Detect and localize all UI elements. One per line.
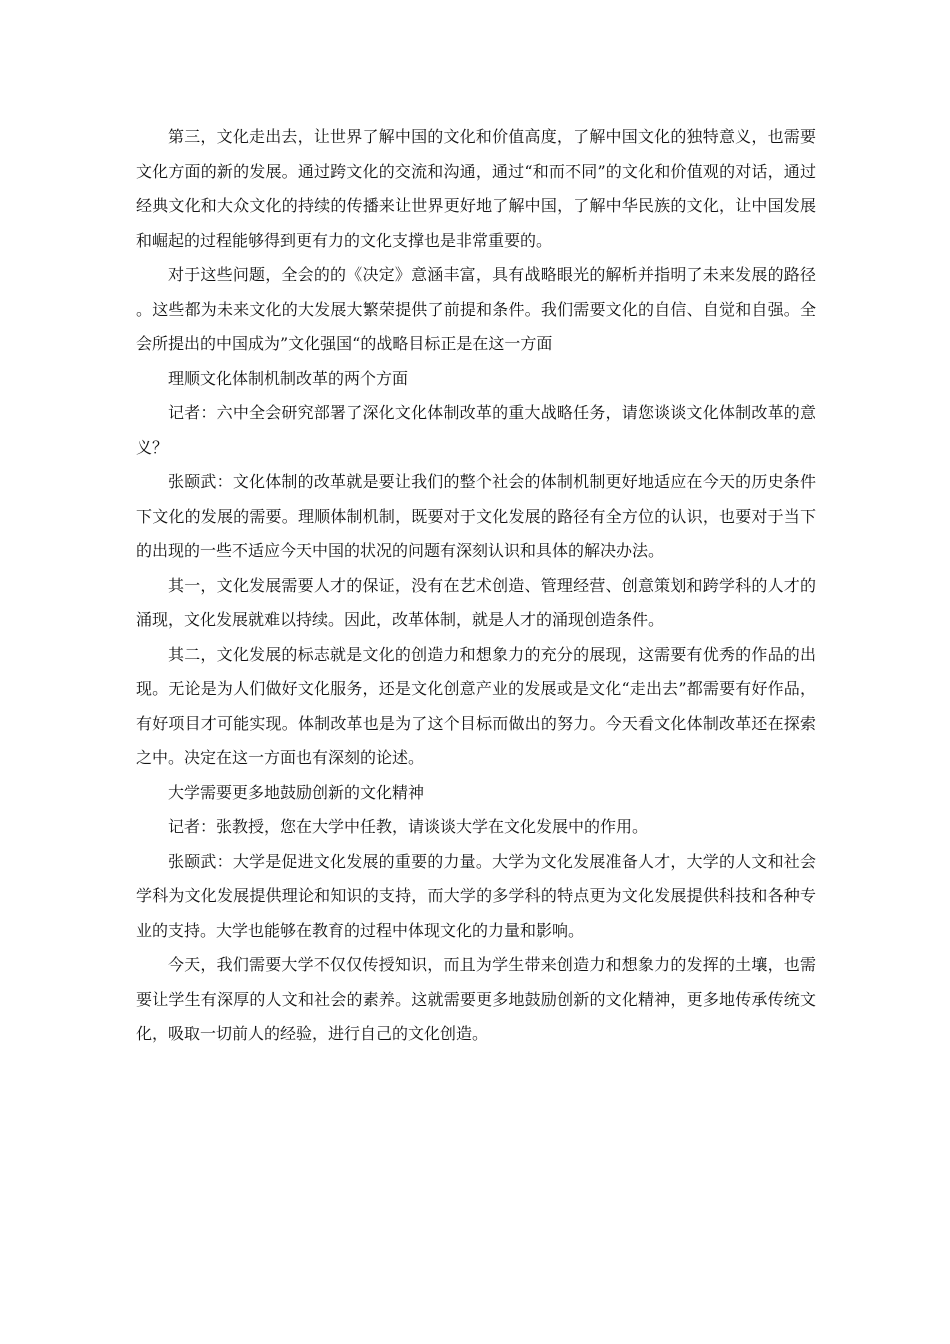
paragraph-reporter-question-reform: 记者：六中全会研究部署了深化文化体制改革的重大战略任务，请您谈谈文化体制改革的意义？ <box>136 403 816 457</box>
paragraph-first-point-talent: 其一，文化发展需要人才的保证，没有在艺术创造、管理经营、创意策划和跨学科的人才的涌现，文化发展就难以持续。因此，改革体制，就是人才的涌现创造条件。 <box>136 575 816 629</box>
paragraph-answer-reform: 张颐武：文化体制的改革就是要让我们的整个社会的体制机制更好地适应在今天的历史条件下文化的发展的需要。理顺体制机制，既要对于文化发展的路径有全方位的认识，也要对于当下的出现的一些不适应今天中国的状况的问题有深刻认识和具体的解决办法。 <box>136 472 816 560</box>
paragraph-answer-university: 张颐武：大学是促进文化发展的重要的力量。大学为文化发展准备人才，大学的人文和社会学科为文化发展提供理论和知识的支持，而大学的多学科的特点更为文化发展提供科技和各种专业的支持。大学也能够在教育的过程中体现文化的力量和影响。 <box>136 851 816 940</box>
paragraph-decision-path: 对于这些问题，全会的的《决定》意涵丰富，具有战略眼光的解析并指明了未来发展的路径。这些都为未来文化的大发展大繁荣提供了前提和条件。我们需要文化的自信、自觉和自强。全会所提出的中国成为”文化强国“的战略目标正是在这一方面 <box>136 265 816 353</box>
paragraph-reporter-question-university: 记者：张教授，您在大学中任教，请谈谈大学在文化发展中的作用。 <box>168 817 649 836</box>
paragraph-third-point: 第三，文化走出去，让世界了解中国的文化和价值高度，了解中国文化的独特意义，也需要文化方面的新的发展。通过跨文化的交流和沟通，通过“和而不同”的文化和价值观的对话，通过经典文化和大众文化的持续的传播来让世界更好地了解中国，了解中华民族的文化，让中国发展和崛起的过程能够得到更有力的文化支撑也是非常重要的。 <box>136 127 816 250</box>
section-heading-reform: 理顺文化体制机制改革的两个方面 <box>168 368 409 388</box>
section-heading-university: 大学需要更多地鼓励创新的文化精神 <box>168 782 425 802</box>
paragraph-today-university: 今天，我们需要大学不仅仅传授知识，而且为学生带来创造力和想象力的发挥的土壤，也需要让学生有深厚的人文和社会的素养。这就需要更多地鼓励创新的文化精神，更多地传承传统文化，吸取一切前人的经验，进行自己的文化创造。 <box>136 955 816 1043</box>
document-page <box>136 120 816 1052</box>
paragraph-second-point-works: 其二，文化发展的标志就是文化的创造力和想象力的充分的展现，这需要有优秀的作品的出现。无论是为人们做好文化服务，还是文化创意产业的发展或是文化“走出去”都需要有好作品，有好项目才可能实现。体制改革也是为了这个目标而做出的努力。今天看文化体制改革还在探索之中。决定在这一方面也有深刻的论述。 <box>136 644 816 767</box>
